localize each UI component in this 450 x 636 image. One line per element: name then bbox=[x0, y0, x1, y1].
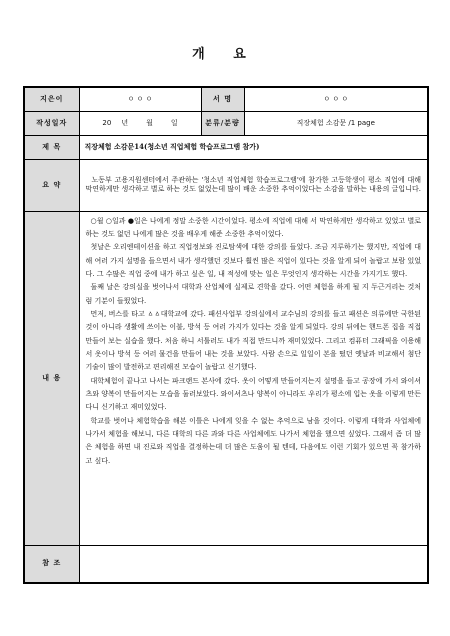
summary-label: 요 약 bbox=[24, 159, 79, 211]
content-paragraph: 대학체험이 끝나고 나서는 파크랜드 본사에 갔다. 옷이 어떻게 만들어지는지 설명을 들고 공장에 가서 와이셔츠와 양복이 만들어지는 모습을 둘러보았다. 와이셔츠나 양복이 아니라도 우리가 평소에 입는 옷을 이렇게 만든다니 신기하고 재미있었다. bbox=[85, 376, 421, 412]
content-paragraph: 둘째 날은 강의실을 벗어나서 대학과 산업체에 실제로 견학을 갔다. 어떤 체험을 하게 될 지 두근거리는 것처럼 기분이 들뜄었다. bbox=[85, 283, 421, 305]
date-month-unit: 월 bbox=[146, 118, 153, 127]
date-label: 작성일자 bbox=[24, 111, 79, 135]
content-paragraph: ○월 ○일과 ●일은 나에게 정말 소중한 시간이었다. 평소에 직업에 대해 서 막연하게만 생각하고 있었고 별로 하는 것도 없던 나에게 많은 것을 배우게 해준 소중한 추억이었다. bbox=[85, 216, 421, 238]
summary-form bbox=[23, 86, 429, 584]
reference-value bbox=[79, 545, 428, 583]
page-title: 개 요 bbox=[192, 47, 258, 62]
category-value: 직장체험 소감문 /1 page bbox=[244, 111, 428, 135]
subject-value: 직장체험 소감문14(청소년 직업체험 학습프로그램 참가) bbox=[79, 135, 428, 159]
content-paragraph: 첫날은 오리엔테이션을 하고 직업정보와 진로탐색에 대한 강의를 들었다. 조금 지루하기는 했지만, 직업에 대해 여러 가지 설명을 들으면서 내가 생각했던 것보다 훨씬 많은 직업이 있다는 것을 알게 되어 놀랍고 보람 있었다. 그 수많은 직업 중에 내가 하고 싶은 일, 내 적성에 맞는 일은 무엇인지 생각하는 시간을 가지기도 했다. bbox=[85, 243, 421, 278]
content-body bbox=[79, 211, 428, 545]
date-year-unit: 년 bbox=[121, 118, 129, 127]
author-value: ㅇ ㅇ ㅇ bbox=[79, 87, 201, 111]
category-label: 분류/분량 bbox=[201, 111, 244, 135]
summary-text: 노동부 고용지원센터에서 주관하는 '청소년 직업체험 학습프로그램'에 참가한 고등학생이 평소 직업에 대해 막연하게만 생각하고 별로 하는 것도 없었는데 많이 배운 소중한 추억이었다는 소감을 말하는 내용의 글입니다. bbox=[79, 159, 428, 211]
date-day-unit: 일 bbox=[170, 118, 178, 127]
date-year: 20 bbox=[102, 118, 112, 127]
signature-label: 서 명 bbox=[201, 87, 244, 111]
subject-label: 제 목 bbox=[24, 135, 79, 159]
content-paragraph: 학교를 벗어나 체험학습을 해본 이틀은 나에게 잊을 수 없는 추억으로 남을 것이다. 이렇게 대학과 사업체에 나가서 체험을 해보니, 다른 대학의 다른 과와 다른 사업체에도 나가서 체험을 했으면 싶었다. 그래서 좀 더 많은 체험을 하면 내 진로와 직업을 결정하는데 더 많은 도움이 될 텐데, 다음에도 이런 기회가 있으면 꼭 참가하고 싶다. bbox=[85, 416, 421, 465]
signature-value: ㅇ ㅇ ㅇ bbox=[244, 87, 428, 111]
content-label: 내 용 bbox=[24, 211, 79, 545]
content-paragraph: 먼저, 버스를 타고 ㅿㅿ대학교에 갔다. 패션사업부 강의실에서 교수님의 강의를 들고 패션은 의류에만 국한된 것이 아니라 생활에 쓰이는 이불, 방석 등 여러 가지가 있다는 것을 알게 되었다. 강의 뒤에는 핸드폰 집을 직접 만들어 보는 실습을 했다. 처음 하니 서툴러도 내가 직접 만드니까 재미있었다. 그리고 컴퓨터 그래픽을 이용해서 옷이나 방석 등 여러 물건을 만들어 내는 것을 보았다. 사람 손으로 일일이 본을 떴던 옛날과 비교해서 첨단 기술이 많이 발전하고 편리해진 모습이 놀랍고 신기했다. bbox=[85, 309, 421, 372]
author-label: 지은이 bbox=[24, 87, 79, 111]
reference-label: 참 조 bbox=[24, 545, 79, 583]
date-value bbox=[79, 111, 201, 135]
